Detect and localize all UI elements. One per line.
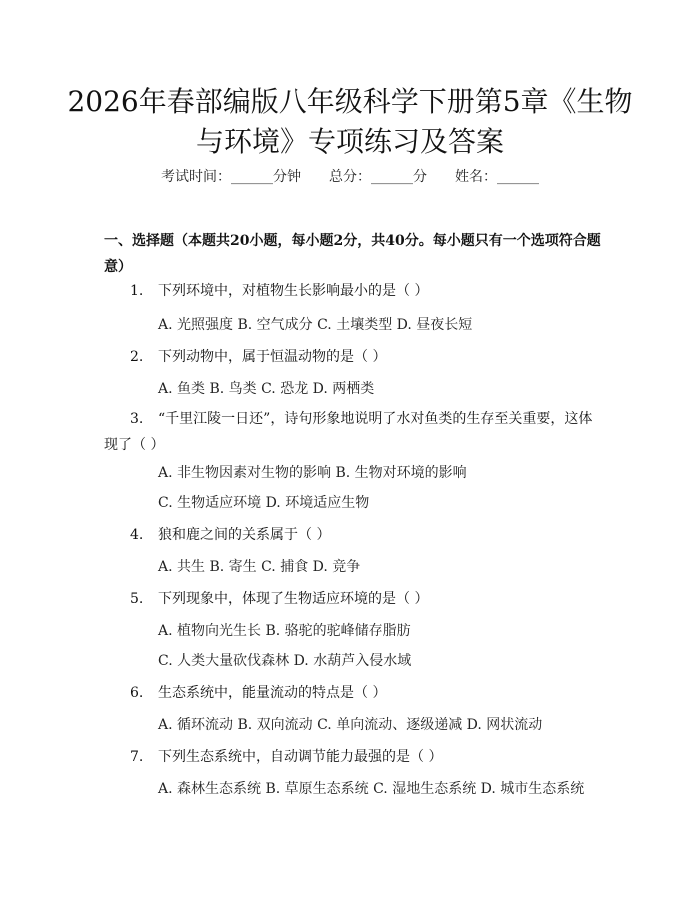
question-text: 下列现象中，体现了生物适应环境的是（ ） [158, 591, 429, 607]
question-text: 狼和鹿之间的关系属于（ ） [158, 527, 331, 543]
question-1-options: A. 光照强度 B. 空气成分 C. 土壤类型 D. 昼夜长短 [158, 317, 473, 333]
question-number: 2. [130, 349, 144, 365]
question-6 [104, 680, 604, 706]
question-5-option-line-2: C. 人类大量砍伐森林 D. 水葫芦入侵水域 [158, 653, 412, 669]
question-7-options: A. 森林生态系统 B. 草原生态系统 C. 湿地生态系统 D. 城市生态系统 [158, 781, 585, 797]
section-heading: 一、选择题（本题共20小题，每小题2分，共40分。每小题只有一个选项符合题意） [104, 233, 601, 275]
question-5-option-line-1: A. 植物向光生长 B. 骆驼的驼峰储存脂肪 [158, 623, 411, 639]
page-title: 2026年春部编版八年级科学下册第5章《生物与环境》专项练习及答案 [67, 85, 633, 158]
exam-time-label: 考试时间：______分钟 [161, 169, 301, 185]
exam-meta [0, 166, 700, 186]
question-text: 下列动物中，属于恒温动物的是（ ） [158, 349, 387, 365]
student-name-label: 姓名：______ [455, 169, 539, 185]
question-1 [104, 278, 604, 304]
question-number: 3. [130, 411, 144, 427]
question-text: “千里江陵一日还”，诗句形象地说明了水对鱼类的生存至关重要，这体现了（ ） [104, 411, 593, 453]
question-number: 6. [130, 685, 144, 701]
question-text: 生态系统中，能量流动的特点是（ ） [158, 685, 387, 701]
question-2-options: A. 鱼类 B. 鸟类 C. 恐龙 D. 两栖类 [158, 381, 375, 397]
question-4-options: A. 共生 B. 寄生 C. 捕食 D. 竞争 [158, 559, 361, 575]
question-7 [104, 744, 604, 770]
total-score-label: 总分：______分 [329, 169, 427, 185]
question-number: 1. [130, 283, 144, 299]
question-number: 7. [130, 749, 144, 765]
question-text: 下列生态系统中，自动调节能力最强的是（ ） [158, 749, 443, 765]
question-number: 4. [130, 527, 144, 543]
question-2 [104, 344, 604, 370]
question-6-options: A. 循环流动 B. 双向流动 C. 单向流动、逐级递减 D. 网状流动 [158, 717, 543, 733]
question-5 [104, 586, 604, 612]
question-3-option-line-1: A. 非生物因素对生物的影响 B. 生物对环境的影响 [158, 465, 467, 481]
question-4 [104, 522, 604, 548]
question-number: 5. [130, 591, 144, 607]
question-3-option-line-2: C. 生物适应环境 D. 环境适应生物 [158, 495, 370, 511]
question-text: 下列环境中，对植物生长影响最小的是（ ） [158, 283, 429, 299]
question-3 [104, 406, 604, 458]
